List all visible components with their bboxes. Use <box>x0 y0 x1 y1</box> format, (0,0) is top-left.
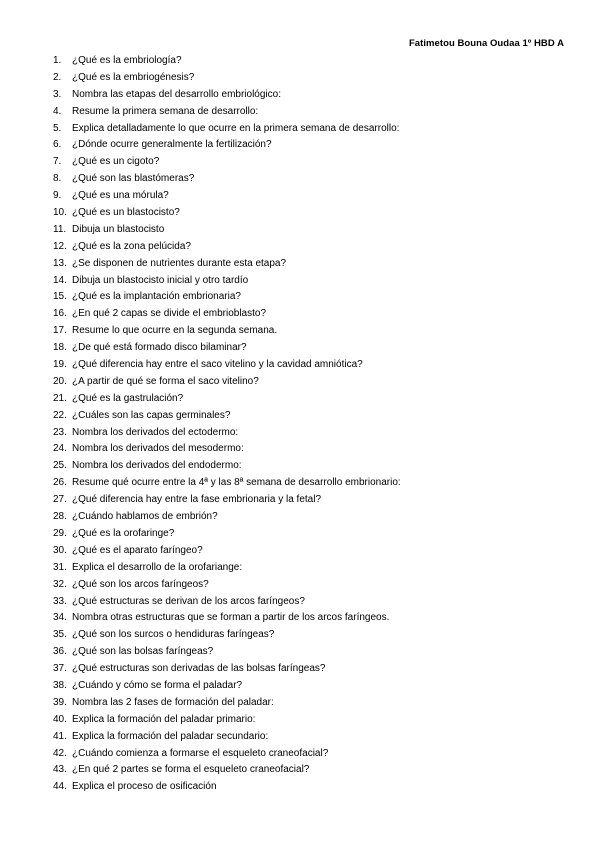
question-number: 3. <box>53 88 62 100</box>
question-number: 27. <box>53 494 67 506</box>
question-item <box>53 526 401 543</box>
question-text: ¿Dónde ocurre generalmente la fertilización? <box>72 139 272 151</box>
question-item <box>53 425 401 442</box>
question-number: 14. <box>53 274 67 286</box>
question-item <box>53 610 401 627</box>
question-item <box>53 441 401 458</box>
question-item <box>53 661 401 678</box>
question-item <box>53 289 401 306</box>
question-text: ¿Qué es un cigoto? <box>72 156 160 168</box>
question-text: Nombra las etapas del desarrollo embriológico: <box>72 88 281 100</box>
question-item <box>53 408 401 425</box>
question-text: ¿Qué es una mórula? <box>72 190 169 202</box>
question-number: 19. <box>53 359 67 371</box>
question-item <box>53 712 401 729</box>
question-text: ¿Qué son las bolsas faríngeas? <box>72 646 214 658</box>
question-text: ¿Qué son los arcos faríngeos? <box>72 578 209 590</box>
question-item <box>53 222 401 239</box>
question-item <box>53 137 401 154</box>
question-item <box>53 779 401 796</box>
question-text: ¿Qué son las blastómeras? <box>72 173 195 185</box>
question-number: 4. <box>53 105 62 117</box>
question-number: 31. <box>53 561 67 573</box>
question-item <box>53 560 401 577</box>
question-item <box>53 273 401 290</box>
question-text: Explica el proceso de osificación <box>72 781 217 793</box>
question-item <box>53 746 401 763</box>
question-number: 18. <box>53 342 67 354</box>
question-item <box>53 306 401 323</box>
question-item <box>53 577 401 594</box>
question-number: 2. <box>53 71 62 83</box>
question-number: 13. <box>53 257 67 269</box>
question-text: ¿Qué diferencia hay entre la fase embrionaria y la fetal? <box>72 494 322 506</box>
question-text: ¿Qué es un blastocisto? <box>72 207 180 219</box>
question-number: 21. <box>53 392 67 404</box>
question-item <box>53 188 401 205</box>
question-number: 28. <box>53 511 67 523</box>
question-text: ¿En qué 2 partes se forma el esqueleto craneofacial? <box>72 764 310 776</box>
question-number: 16. <box>53 308 67 320</box>
question-item <box>53 357 401 374</box>
question-text: Nombra los derivados del mesodermo: <box>72 443 244 455</box>
question-number: 30. <box>53 544 67 556</box>
question-text: Dibuja un blastocisto <box>72 223 165 235</box>
question-item <box>53 340 401 357</box>
question-number: 41. <box>53 730 67 742</box>
question-number: 22. <box>53 409 67 421</box>
question-text: Nombra los derivados del endodermo: <box>72 460 242 472</box>
question-text: ¿De qué está formado disco bilaminar? <box>72 342 247 354</box>
question-number: 24. <box>53 443 67 455</box>
question-text: Explica la formación del paladar secundario: <box>72 730 269 742</box>
question-item <box>53 323 401 340</box>
question-number: 26. <box>53 477 67 489</box>
question-item <box>53 53 401 70</box>
question-item <box>53 543 401 560</box>
question-number: 36. <box>53 646 67 658</box>
question-number: 37. <box>53 663 67 675</box>
question-number: 25. <box>53 460 67 472</box>
question-item <box>53 256 401 273</box>
question-number: 40. <box>53 713 67 725</box>
question-item <box>53 239 401 256</box>
question-number: 38. <box>53 679 67 691</box>
question-number: 11. <box>53 223 67 235</box>
question-number: 42. <box>53 747 67 759</box>
question-text: ¿Qué es la zona pelúcida? <box>72 240 191 252</box>
question-item <box>53 644 401 661</box>
question-number: 43. <box>53 764 67 776</box>
question-text: Nombra las 2 fases de formación del paladar: <box>72 696 274 708</box>
question-number: 35. <box>53 629 67 641</box>
question-number: 6. <box>53 139 62 151</box>
question-text: Dibuja un blastocisto inicial y otro tardío <box>72 274 249 286</box>
question-number: 12. <box>53 240 67 252</box>
question-text: ¿Qué estructuras se derivan de los arcos faríngeos? <box>72 595 305 607</box>
question-number: 34. <box>53 612 67 624</box>
question-item <box>53 678 401 695</box>
question-number: 1. <box>53 55 62 66</box>
question-item <box>53 205 401 222</box>
question-number: 17. <box>53 325 67 337</box>
question-text: Resume lo que ocurre en la segunda semana. <box>72 325 278 337</box>
question-item <box>53 509 401 526</box>
question-item <box>53 374 401 391</box>
question-number: 8. <box>53 173 62 185</box>
question-number: 44. <box>53 781 67 793</box>
question-text: ¿Cuándo y cómo se forma el paladar? <box>72 679 243 691</box>
question-text: ¿Cuáles son las capas germinales? <box>72 409 231 421</box>
question-item <box>53 594 401 611</box>
question-text: Resume la primera semana de desarrollo: <box>72 105 259 117</box>
question-number: 33. <box>53 595 67 607</box>
question-item <box>53 627 401 644</box>
question-item <box>53 121 401 138</box>
question-text: Nombra otras estructuras que se forman a partir de los arcos faríngeos. <box>72 612 390 624</box>
question-number: 23. <box>53 426 67 438</box>
question-text: ¿En qué 2 capas se divide el embrioblasto? <box>72 308 267 320</box>
question-item <box>53 154 401 171</box>
question-number: 15. <box>53 291 67 303</box>
question-item <box>53 70 401 87</box>
question-number: 5. <box>53 122 62 134</box>
question-text: ¿Cuándo comienza a formarse el esqueleto craneofacial? <box>72 747 329 759</box>
question-text: Explica detalladamente lo que ocurre en la primera semana de desarrollo: <box>72 122 400 134</box>
question-text: ¿Qué diferencia hay entre el saco vitelino y la cavidad amniótica? <box>72 359 363 371</box>
question-item <box>53 475 401 492</box>
question-list <box>53 53 401 796</box>
question-text: ¿Qué son los surcos o hendiduras faríngeas? <box>72 629 275 641</box>
question-text: ¿Qué es la embriología? <box>72 55 182 66</box>
question-text: ¿Qué es la gastrulación? <box>72 392 184 404</box>
question-text: Explica el desarrollo de la orofariange: <box>72 561 243 573</box>
question-item <box>53 391 401 408</box>
question-item <box>53 729 401 746</box>
question-item <box>53 762 401 779</box>
question-number: 9. <box>53 190 62 202</box>
question-text: ¿Qué es el aparato faríngeo? <box>72 544 203 556</box>
question-text: ¿Cuándo hablamos de embrión? <box>72 511 218 523</box>
question-item <box>53 104 401 121</box>
question-text: Nombra los derivados del ectodermo: <box>72 426 239 438</box>
question-item <box>53 458 401 475</box>
question-number: 7. <box>53 156 62 168</box>
question-item <box>53 492 401 509</box>
question-number: 39. <box>53 696 67 708</box>
question-text: ¿Qué estructuras son derivadas de las bolsas faríngeas? <box>72 663 326 675</box>
question-text: ¿Se disponen de nutrientes durante esta etapa? <box>72 257 287 269</box>
question-number: 32. <box>53 578 67 590</box>
author-header: Fatimetou Bouna Oudaa 1º HBD A <box>408 38 564 49</box>
question-text: Resume qué ocurre entre la 4ª y las 8ª semana de desarrollo embrionario: <box>72 477 401 489</box>
question-text: ¿A partir de qué se forma el saco vitelino? <box>72 375 259 387</box>
question-item <box>53 171 401 188</box>
question-item <box>53 87 401 104</box>
question-text: ¿Qué es la implantación embrionaria? <box>72 291 241 303</box>
question-number: 29. <box>53 527 67 539</box>
question-text: ¿Qué es la orofaringe? <box>72 527 175 539</box>
question-text: Explica la formación del paladar primario: <box>72 713 256 725</box>
question-number: 20. <box>53 375 67 387</box>
question-item <box>53 695 401 712</box>
question-text: ¿Qué es la embriogénesis? <box>72 71 195 83</box>
question-number: 10. <box>53 207 67 219</box>
